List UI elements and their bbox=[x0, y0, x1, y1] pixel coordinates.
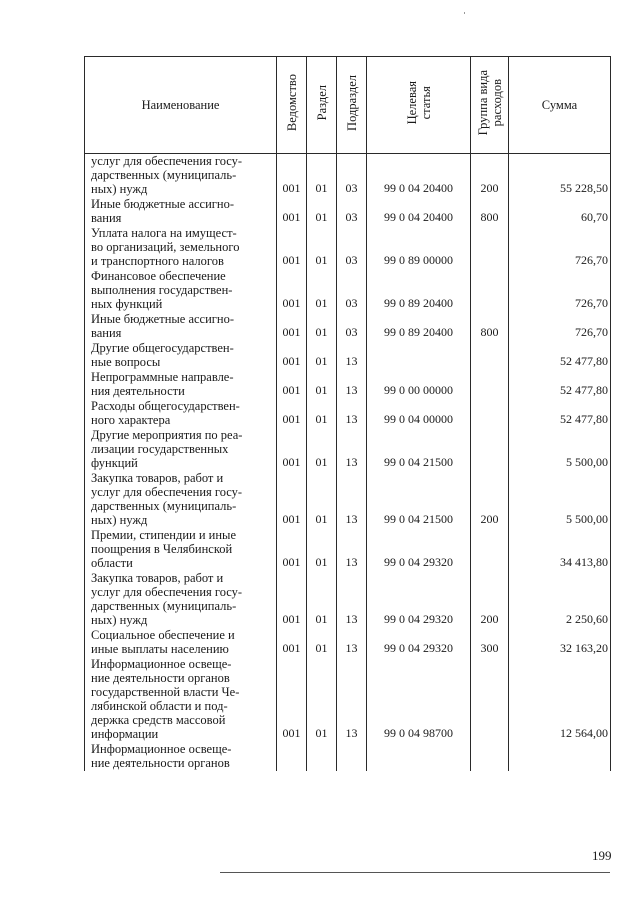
row-name: Информационное освеще- ние деятельности органов государственной власти Че- лябинской области и под- держка средств массовой информации bbox=[85, 657, 277, 742]
row-statya: 99 0 89 20400 bbox=[367, 269, 471, 312]
row-statya: 99 0 04 00000 bbox=[367, 399, 471, 428]
row-razdel: 01 bbox=[307, 471, 337, 528]
row-podrazdel: 13 bbox=[337, 571, 367, 628]
footer-rule bbox=[220, 872, 610, 873]
row-name: Премии, стипендии и иные поощрения в Челябинской области bbox=[85, 528, 277, 571]
row-statya bbox=[367, 341, 471, 370]
row-summa: 5 500,00 bbox=[509, 471, 611, 528]
row-name: услуг для обеспечения госу- дарственных (муниципаль- ных) нужд bbox=[85, 154, 277, 198]
table-row bbox=[85, 399, 611, 428]
row-summa: 32 163,20 bbox=[509, 628, 611, 657]
row-razdel bbox=[307, 742, 337, 771]
row-statya: 99 0 04 20400 bbox=[367, 154, 471, 198]
header-name: Наименование bbox=[85, 57, 277, 154]
row-podrazdel: 13 bbox=[337, 399, 367, 428]
row-vedomstvo: 001 bbox=[277, 428, 307, 471]
row-gruppa bbox=[471, 269, 509, 312]
row-vedomstvo: 001 bbox=[277, 657, 307, 742]
header-gruppa: Группа вида расходов bbox=[471, 57, 509, 154]
row-podrazdel bbox=[337, 742, 367, 771]
row-razdel: 01 bbox=[307, 657, 337, 742]
row-gruppa bbox=[471, 428, 509, 471]
row-vedomstvo: 001 bbox=[277, 226, 307, 269]
row-summa: 60,70 bbox=[509, 197, 611, 226]
row-vedomstvo: 001 bbox=[277, 197, 307, 226]
row-vedomstvo bbox=[277, 742, 307, 771]
row-podrazdel: 13 bbox=[337, 428, 367, 471]
row-name: Финансовое обеспечение выполнения государствен- ных функций bbox=[85, 269, 277, 312]
row-gruppa: 800 bbox=[471, 197, 509, 226]
row-podrazdel: 03 bbox=[337, 269, 367, 312]
row-vedomstvo: 001 bbox=[277, 571, 307, 628]
row-razdel: 01 bbox=[307, 528, 337, 571]
row-statya: 99 0 89 00000 bbox=[367, 226, 471, 269]
row-statya: 99 0 04 21500 bbox=[367, 428, 471, 471]
row-summa: 5 500,00 bbox=[509, 428, 611, 471]
row-gruppa bbox=[471, 370, 509, 399]
table-row bbox=[85, 571, 611, 628]
row-name: Информационное освеще- ние деятельности органов bbox=[85, 742, 277, 771]
row-vedomstvo: 001 bbox=[277, 628, 307, 657]
row-statya: 99 0 00 00000 bbox=[367, 370, 471, 399]
row-name: Иные бюджетные ассигно- вания bbox=[85, 197, 277, 226]
row-razdel: 01 bbox=[307, 428, 337, 471]
row-name: Иные бюджетные ассигно- вания bbox=[85, 312, 277, 341]
row-summa: 34 413,80 bbox=[509, 528, 611, 571]
table-body bbox=[85, 154, 611, 772]
row-summa bbox=[509, 742, 611, 771]
row-razdel: 01 bbox=[307, 197, 337, 226]
row-name: Расходы общегосударствен- ного характера bbox=[85, 399, 277, 428]
row-summa: 2 250,60 bbox=[509, 571, 611, 628]
row-vedomstvo: 001 bbox=[277, 399, 307, 428]
row-vedomstvo: 001 bbox=[277, 471, 307, 528]
row-name: Социальное обеспечение и иные выплаты населению bbox=[85, 628, 277, 657]
row-summa: 52 477,80 bbox=[509, 370, 611, 399]
row-gruppa bbox=[471, 399, 509, 428]
table-row bbox=[85, 226, 611, 269]
row-podrazdel: 13 bbox=[337, 341, 367, 370]
budget-table bbox=[84, 56, 611, 771]
header-statya: Целевая статья bbox=[367, 57, 471, 154]
table-row bbox=[85, 628, 611, 657]
row-statya: 99 0 04 29320 bbox=[367, 571, 471, 628]
row-name: Непрограммные направле- ния деятельности bbox=[85, 370, 277, 399]
table-header-row bbox=[85, 57, 611, 154]
header-podrazdel: Подраздел bbox=[337, 57, 367, 154]
row-statya bbox=[367, 742, 471, 771]
table-row bbox=[85, 742, 611, 771]
row-podrazdel: 03 bbox=[337, 226, 367, 269]
row-podrazdel: 03 bbox=[337, 197, 367, 226]
table-row bbox=[85, 528, 611, 571]
table-row bbox=[85, 341, 611, 370]
row-gruppa: 800 bbox=[471, 312, 509, 341]
row-gruppa bbox=[471, 226, 509, 269]
row-razdel: 01 bbox=[307, 628, 337, 657]
row-name: Другие общегосударствен- ные вопросы bbox=[85, 341, 277, 370]
row-name: Другие мероприятия по реа- лизации государственных функций bbox=[85, 428, 277, 471]
row-summa: 726,70 bbox=[509, 269, 611, 312]
row-statya: 99 0 04 29320 bbox=[367, 628, 471, 657]
row-summa: 52 477,80 bbox=[509, 341, 611, 370]
row-podrazdel: 13 bbox=[337, 628, 367, 657]
header-razdel: Раздел bbox=[307, 57, 337, 154]
row-razdel: 01 bbox=[307, 341, 337, 370]
row-gruppa bbox=[471, 341, 509, 370]
row-statya: 99 0 04 20400 bbox=[367, 197, 471, 226]
table-row bbox=[85, 154, 611, 198]
row-podrazdel: 03 bbox=[337, 312, 367, 341]
row-vedomstvo: 001 bbox=[277, 370, 307, 399]
table-row bbox=[85, 657, 611, 742]
row-vedomstvo: 001 bbox=[277, 154, 307, 198]
row-summa: 726,70 bbox=[509, 312, 611, 341]
row-razdel: 01 bbox=[307, 226, 337, 269]
row-name: Закупка товаров, работ и услуг для обеспечения госу- дарственных (муниципаль- ных) нужд bbox=[85, 571, 277, 628]
row-name: Уплата налога на имущест- во организаций, земельного и транспортного налогов bbox=[85, 226, 277, 269]
row-vedomstvo: 001 bbox=[277, 269, 307, 312]
row-vedomstvo: 001 bbox=[277, 312, 307, 341]
row-podrazdel: 03 bbox=[337, 154, 367, 198]
row-razdel: 01 bbox=[307, 269, 337, 312]
row-razdel: 01 bbox=[307, 370, 337, 399]
row-gruppa bbox=[471, 528, 509, 571]
row-podrazdel: 13 bbox=[337, 471, 367, 528]
row-statya: 99 0 04 29320 bbox=[367, 528, 471, 571]
row-statya: 99 0 04 21500 bbox=[367, 471, 471, 528]
table-row bbox=[85, 370, 611, 399]
row-podrazdel: 13 bbox=[337, 528, 367, 571]
row-summa: 12 564,00 bbox=[509, 657, 611, 742]
row-razdel: 01 bbox=[307, 571, 337, 628]
row-summa: 55 228,50 bbox=[509, 154, 611, 198]
row-gruppa: 200 bbox=[471, 571, 509, 628]
row-summa: 726,70 bbox=[509, 226, 611, 269]
header-summa: Сумма bbox=[509, 57, 611, 154]
scan-mark bbox=[464, 12, 465, 14]
row-gruppa: 300 bbox=[471, 628, 509, 657]
row-razdel: 01 bbox=[307, 154, 337, 198]
row-summa: 52 477,80 bbox=[509, 399, 611, 428]
row-gruppa: 200 bbox=[471, 471, 509, 528]
row-razdel: 01 bbox=[307, 312, 337, 341]
table-row bbox=[85, 197, 611, 226]
row-statya: 99 0 04 98700 bbox=[367, 657, 471, 742]
page-number: 199 bbox=[592, 848, 612, 863]
table-row bbox=[85, 471, 611, 528]
row-podrazdel: 13 bbox=[337, 657, 367, 742]
row-razdel: 01 bbox=[307, 399, 337, 428]
table-row bbox=[85, 269, 611, 312]
row-gruppa: 200 bbox=[471, 154, 509, 198]
row-gruppa bbox=[471, 657, 509, 742]
row-vedomstvo: 001 bbox=[277, 528, 307, 571]
row-podrazdel: 13 bbox=[337, 370, 367, 399]
row-gruppa bbox=[471, 742, 509, 771]
table-row bbox=[85, 312, 611, 341]
row-statya: 99 0 89 20400 bbox=[367, 312, 471, 341]
header-vedomstvo: Ведомство bbox=[277, 57, 307, 154]
table-row bbox=[85, 428, 611, 471]
row-name: Закупка товаров, работ и услуг для обеспечения госу- дарственных (муниципаль- ных) нужд bbox=[85, 471, 277, 528]
row-vedomstvo: 001 bbox=[277, 341, 307, 370]
